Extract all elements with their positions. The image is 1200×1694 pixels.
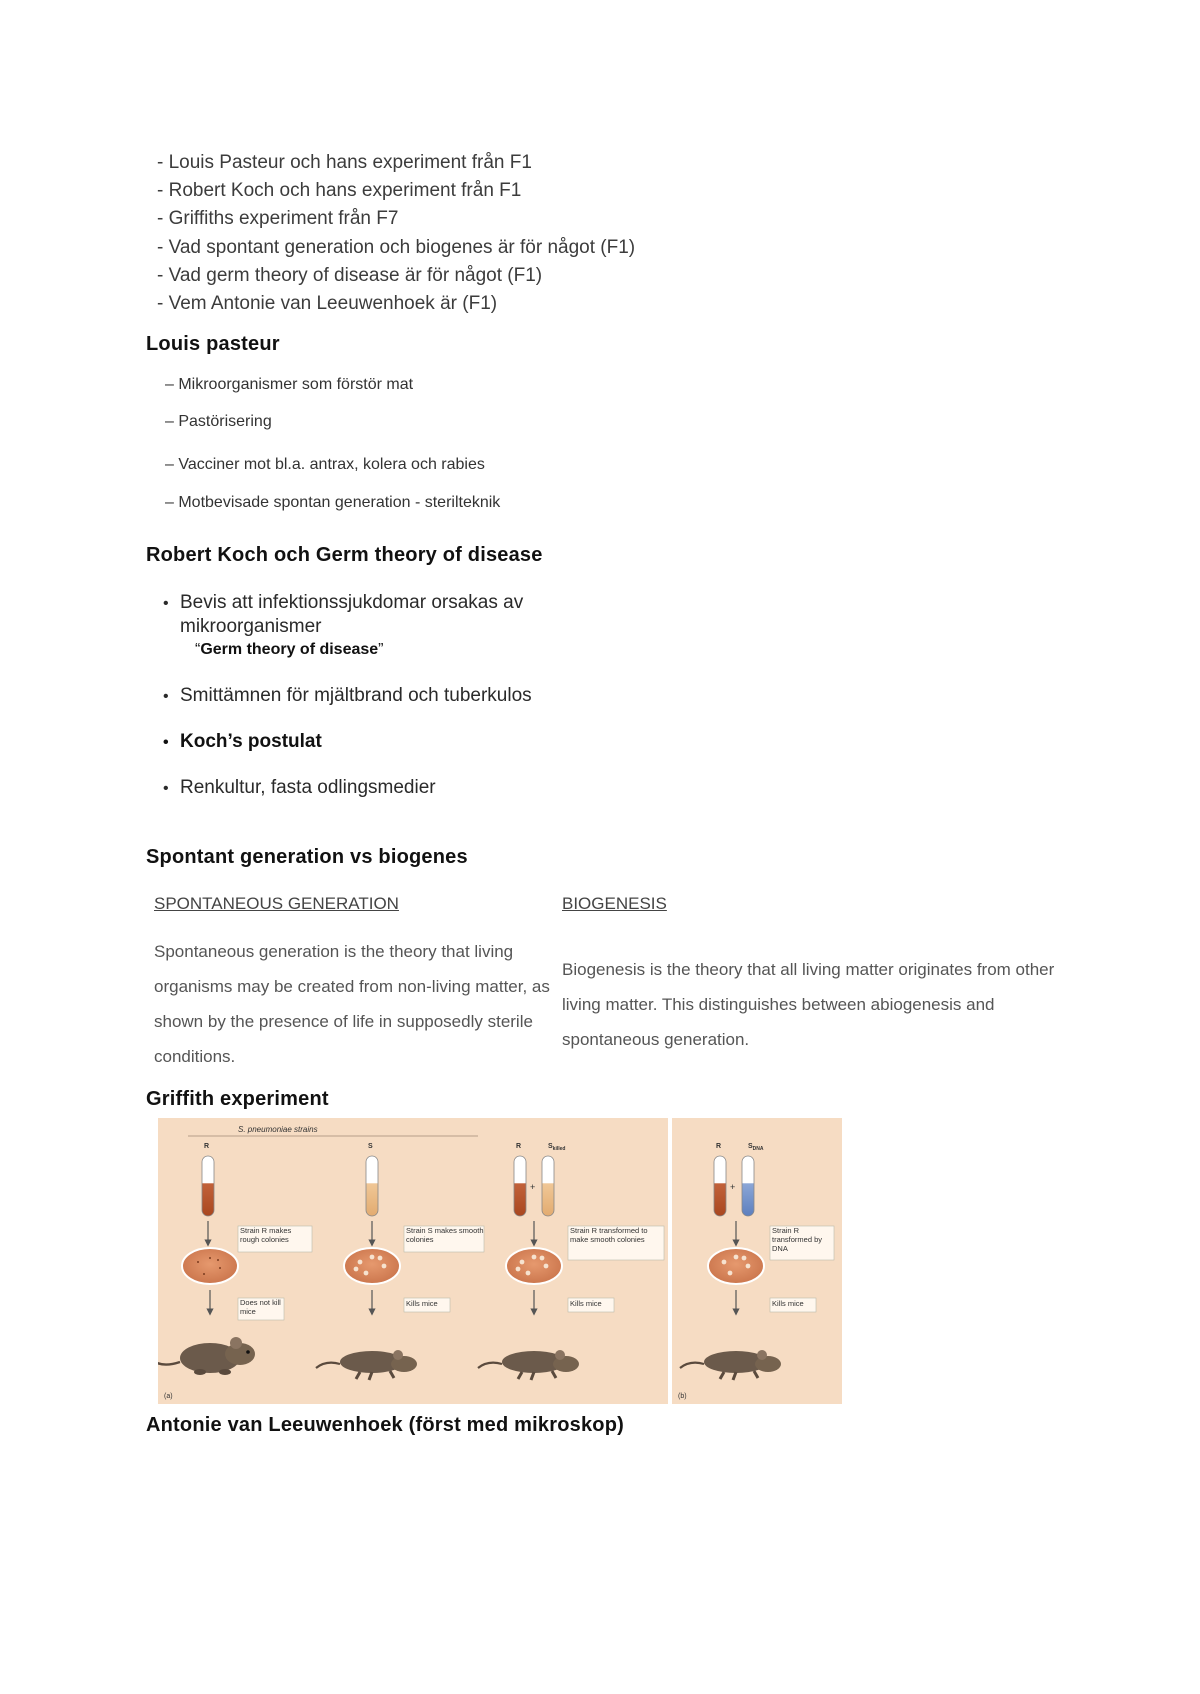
checklist-item: - Vem Antonie van Leeuwenhoek är (F1) <box>157 292 498 314</box>
petri-dish-dna <box>708 1248 764 1284</box>
plus-sign: + <box>730 1182 736 1192</box>
checklist-item: - Louis Pasteur och hans experiment från F1 <box>157 152 532 173</box>
tube-strain-r <box>514 1156 526 1216</box>
list-item: – Motbevisade spontan generation - sterilteknik <box>165 494 501 511</box>
petri-dish-rough <box>182 1248 238 1284</box>
figure-strains-title: S. pneumoniae strains <box>238 1125 318 1134</box>
checklist-item: - Vad germ theory of disease är för något (F1) <box>157 264 543 286</box>
heading-leeuwenhoek: Antonie van Leeuwenhoek (först med mikroskop) <box>146 1414 624 1436</box>
note-strain-r-dna: Strain R transformed by DNA <box>772 1226 823 1253</box>
tube-strain-s <box>366 1156 378 1216</box>
tube-strain-r <box>202 1156 214 1216</box>
list-item <box>163 731 322 753</box>
checklist-item: - Vad spontant generation och biogenes är för något (F1) <box>157 236 636 258</box>
bullet-icon: • <box>163 595 169 612</box>
bullet-icon: • <box>163 780 169 797</box>
note-strain-r-transformed: Strain R transformed to make smooth colonies <box>570 1226 648 1244</box>
tube-label-s-killed: $S_{killed}$ <box>548 1143 566 1152</box>
outcome-kills-mice: Kills mice <box>570 1299 602 1308</box>
petri-dish-transformed <box>506 1248 562 1284</box>
tube-label-r: R <box>716 1143 722 1150</box>
tube-label-r: R <box>204 1143 210 1150</box>
tube-label-s-dna: $S_{DNA}$ <box>748 1143 764 1152</box>
list-item <box>163 685 532 707</box>
list-item-text: Koch’s postulat <box>180 731 322 752</box>
heading-louis-pasteur: Louis pasteur <box>146 333 280 355</box>
outcome-does-not-kill: Does not kill mice <box>240 1298 281 1316</box>
outcome-kills-mice: Kills mice <box>406 1299 438 1308</box>
spontaneous-generation-title: SPONTANEOUS GENERATION <box>154 894 399 913</box>
note-strain-r: Strain R makes rough colonies <box>240 1226 292 1244</box>
outcome-kills-mice: Kills mice <box>772 1299 804 1308</box>
checklist-item: - Robert Koch och hans experiment från F1 <box>157 180 522 202</box>
bullet-icon: • <box>163 734 169 751</box>
spontaneous-generation-text: Spontaneous generation is the theory that living organisms may be created from non-living matter, as shown by the presence of life in supposedly sterile conditions. <box>154 942 550 1066</box>
panel-a-label: (a) <box>164 1393 173 1400</box>
list-item <box>163 592 524 658</box>
heading-robert-koch: Robert Koch och Germ theory of disease <box>146 544 543 566</box>
list-item-continuation: mikroorganismer <box>180 616 322 637</box>
germ-theory-quote <box>195 641 384 659</box>
tube-label-s: S <box>368 1143 373 1150</box>
plus-sign: + <box>530 1182 536 1192</box>
list-item-text: Renkultur, fasta odlingsmedier <box>180 777 436 798</box>
quote-text: Germ theory of disease <box>200 641 379 658</box>
list-item: – Pastörisering <box>165 413 272 430</box>
tube-strain-r <box>714 1156 726 1216</box>
heading-spontant-generation: Spontant generation vs biogenes <box>146 846 468 868</box>
quote-mark: ” <box>378 641 384 658</box>
note-strain-s: Strain S makes smooth colonies <box>406 1226 484 1244</box>
tube-strain-s-killed <box>542 1156 554 1216</box>
heading-griffith-experiment: Griffith experiment <box>146 1088 329 1110</box>
bullet-icon: • <box>163 688 169 705</box>
quote-mark: “ <box>195 641 201 658</box>
list-item-text: Bevis att infektionssjukdomar orsakas av <box>180 592 524 613</box>
list-item: – Vacciner mot bl.a. antrax, kolera och rabies <box>165 456 485 473</box>
tube-label-r: R <box>516 1143 522 1150</box>
checklist-item: - Griffiths experiment från F7 <box>157 208 399 230</box>
biogenesis-text: Biogenesis is the theory that all living matter originates from other living matter. This distinguishes between abiogenesis and spontaneous generation. <box>562 960 1055 1049</box>
petri-dish-smooth <box>344 1248 400 1284</box>
panel-b-label: (b) <box>678 1393 687 1400</box>
biogenesis-title: BIOGENESIS <box>562 894 667 913</box>
list-item <box>163 777 436 799</box>
tube-dna <box>742 1156 754 1216</box>
griffith-experiment-figure <box>158 1118 842 1404</box>
topic-checklist <box>157 149 635 318</box>
list-item: – Mikroorganismer som förstör mat <box>165 376 414 393</box>
list-item-text: Smittämnen för mjältbrand och tuberkulos <box>180 685 532 706</box>
